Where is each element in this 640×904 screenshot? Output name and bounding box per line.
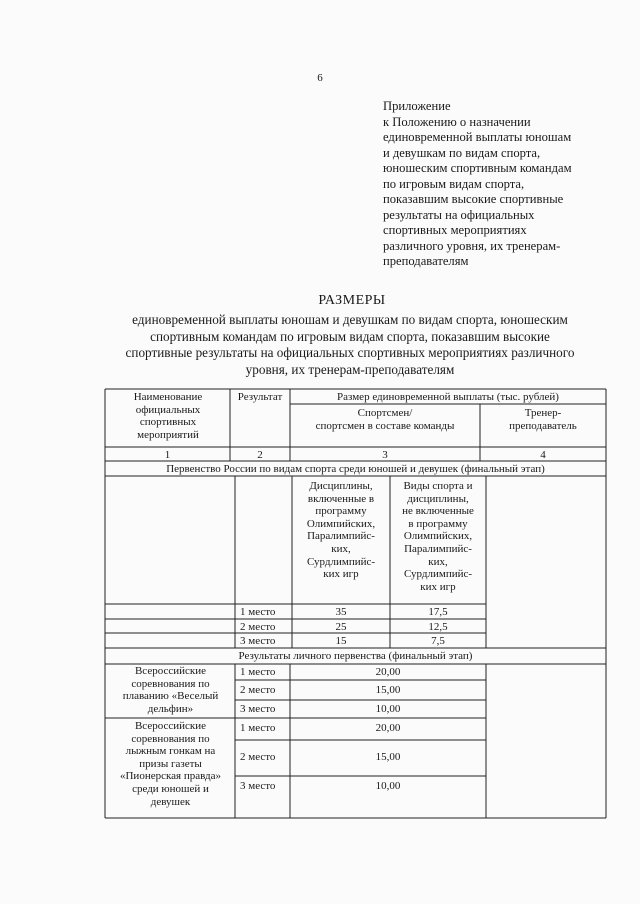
cell-line: Олимпийских, — [403, 530, 473, 543]
col-number: 1 — [164, 449, 171, 461]
appendix-line: и девушкам по видам спорта, — [383, 145, 541, 160]
appendix-line: различного уровня, их тренерам- — [383, 238, 561, 253]
amount-cell: 15,00 — [375, 751, 401, 763]
amount-cell: 10,00 — [375, 780, 401, 792]
place-cell: 2 место — [240, 621, 276, 633]
header-line: Тренер- — [524, 407, 562, 419]
cell-line: среди юношей и — [132, 782, 209, 795]
cell-line: Олимпийских, — [306, 517, 376, 530]
section1-title: Первенство России по видам спорта среди юношей и девушек (финальный этап) — [166, 463, 545, 475]
subtitle-line: спортивные результаты на официальных спортивных мероприятиях различного — [125, 345, 575, 360]
cell-line: программу — [315, 505, 367, 518]
col-number: 3 — [382, 449, 388, 461]
appendix-line: единовременной выплаты юношам — [383, 130, 572, 144]
section1-non-olympic-disciplines — [390, 480, 486, 593]
header-line: Спортсмен/ — [357, 407, 413, 419]
page-number: 6 — [317, 72, 323, 84]
amount-cell: 15,00 — [375, 684, 401, 696]
cell-line: ких игр — [323, 568, 359, 581]
cell-line: ких, — [331, 542, 351, 555]
document-title: РАЗМЕРЫ — [318, 293, 386, 308]
cell-line: соревнования по — [131, 677, 210, 690]
event-name-skiing — [106, 720, 235, 808]
header-line: мероприятий — [137, 428, 199, 441]
cell-line: призы газеты — [139, 757, 202, 770]
appendix-line: спортивных мероприятиях — [383, 223, 527, 237]
cell-line: Паралимпийс- — [404, 542, 472, 555]
amount-cell: 20,00 — [375, 722, 401, 734]
amount-cell: 17,5 — [428, 606, 448, 618]
appendix-line: результаты на официальных — [383, 207, 535, 222]
appendix-line: показавшим высокие спортивные — [383, 192, 564, 206]
cell-line: соревнования по — [131, 732, 210, 745]
header-line: преподаватель — [509, 419, 577, 432]
appendix-line: к Положению о назначении — [383, 114, 531, 129]
cell-line: лыжным гонкам на — [125, 745, 216, 758]
cell-line: Паралимпийс- — [307, 530, 375, 543]
appendix-line: юношеским спортивным командам — [383, 161, 572, 175]
cell-line: включенные в — [307, 492, 375, 505]
amount-cell: 35 — [335, 606, 347, 618]
header-coach — [480, 407, 606, 432]
appendix-line: Приложение — [383, 99, 451, 113]
cell-line: в программу — [408, 517, 468, 530]
cell-line: «Пионерская правда» — [119, 770, 222, 783]
header-result: Результат — [237, 391, 283, 403]
header-line: спортсмен в составе команды — [315, 419, 455, 432]
header-athlete — [290, 407, 480, 432]
amount-cell: 20,00 — [375, 666, 401, 678]
amount-cell: 10,00 — [375, 703, 401, 715]
place-cell: 1 место — [240, 666, 276, 678]
cell-line: дельфин» — [147, 702, 194, 715]
header-line: Наименование — [133, 391, 203, 403]
cell-line: Виды спорта и — [403, 480, 473, 492]
subtitle-line: спортивным командам по игровым видам спорта, показавшим высокие — [150, 328, 550, 344]
subtitle-line: единовременной выплаты юношам и девушкам по видам спорта, юношеским — [132, 312, 568, 327]
cell-line: не включенные — [402, 505, 474, 518]
place-cell: 1 место — [240, 722, 276, 734]
place-cell: 3 место — [240, 635, 276, 647]
header-line: спортивных — [139, 416, 197, 429]
header-event-name — [106, 391, 230, 441]
cell-line: ких игр — [420, 580, 456, 593]
header-payment: Размер единовременной выплаты (тыс. рублей) — [337, 391, 559, 403]
amount-cell: 15 — [335, 635, 347, 647]
place-cell: 3 место — [240, 703, 276, 715]
cell-line: дисциплины, — [407, 492, 469, 505]
amount-cell: 12,5 — [428, 621, 448, 633]
cell-line: Сурдлимпийс- — [306, 555, 376, 568]
cell-line: Всероссийские — [134, 665, 207, 677]
place-cell: 1 место — [240, 606, 276, 618]
section1-olympic-disciplines — [292, 480, 390, 581]
event-name-swimming — [106, 665, 235, 715]
col-number: 2 — [257, 449, 263, 461]
place-cell: 3 место — [240, 780, 276, 792]
section2-title: Результаты личного первенства (финальный этап) — [238, 650, 473, 662]
place-cell: 2 место — [240, 751, 276, 763]
header-line: официальных — [135, 403, 201, 416]
cell-line: плаванию «Веселый — [122, 690, 219, 703]
appendix-line: по игровым видам спорта, — [383, 176, 525, 191]
col-number: 4 — [540, 449, 546, 461]
appendix-line: преподавателям — [383, 254, 469, 268]
cell-line: девушек — [150, 795, 191, 808]
cell-line: ких, — [428, 555, 448, 568]
cell-line: Всероссийские — [134, 720, 207, 732]
cell-line: Сурдлимпийс- — [403, 568, 473, 581]
cell-line: Дисциплины, — [309, 480, 373, 492]
amount-cell: 25 — [335, 621, 347, 633]
subtitle-line: уровня, их тренерам-преподавателям — [245, 361, 455, 377]
amount-cell: 7,5 — [431, 635, 445, 647]
place-cell: 2 место — [240, 684, 276, 696]
